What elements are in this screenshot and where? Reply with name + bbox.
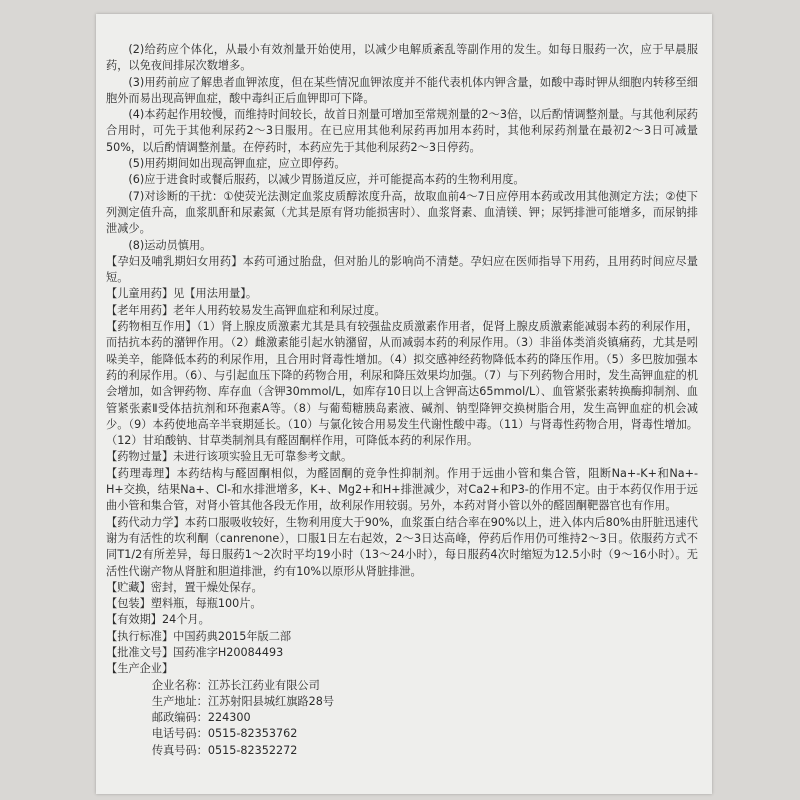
section-label: 【包装】: [106, 597, 151, 611]
section-package: [106, 596, 698, 612]
section-toxicology: [106, 466, 698, 515]
section-text: 本药口服吸收较好，生物利用度大于90%，血浆蛋白结合率在90%以上，进入体内后80%由肝脏迅速代谢为有活性的坎利酮（canrenone），口服1日左右起效，2～3日达高峰，停药后作用仍可维持2～3日。依服药方式不同T1/2有所差异，每日服药1～2次时平均19小时（13～24小时），每日服药4次时缩短为12.5小时（9～16小时）。无活性代谢产物从肾脏和胆道排泄，约有10%以原形从肾脏排泄。: [106, 515, 698, 578]
section-text: 本药结构与醛固酮相似，为醛固酮的竞争性抑制剂。作用于远曲小管和集合管，阻断Na+-K+和Na+-H+交换，结果Na+、Cl-和水排泄增多，K+、Mg2+和H+排泄减少，对Ca2+和P3-的作用不定。由于本药仅作用于远曲小管和集合管，对肾小管其他各段无作用，故利尿作用较弱。另外，本药对肾小管以外的醛固酮靶器官也有作用。: [106, 466, 698, 513]
section-pharmacokinetics: [106, 515, 698, 580]
section-label: 【批准文号】: [106, 645, 174, 659]
section-text: 国药准字H20084493: [173, 645, 284, 659]
section-text: 未进行该项实验且无可靠参考文献。: [173, 450, 353, 464]
section-label: 【药理毒理】: [106, 466, 177, 480]
section-label: 【孕妇及哺乳期妇女用药】: [106, 254, 243, 268]
paragraph: (7)对诊断的干扰：①使荧光法测定血浆皮质醇浓度升高，故取血前4～7日应停用本药或改用其他测定方法；②使下列测定值升高，血浆肌酐和尿素氮（尤其是原有肾功能损害时）、血浆肾素、血清镁、钾；尿钙排泄可能增多，而尿钠排泄减少。: [106, 189, 698, 236]
section-label: 【执行标准】: [106, 629, 174, 643]
section-text: 24个月。: [161, 613, 210, 627]
section-text: （1）肾上腺皮质激素尤其是具有较强盐皮质激素作用者，促肾上腺皮质激素能减弱本药的利尿作用，而拮抗本药的潴钾作用。（2）雌激素能引起水钠潴留，从而减弱本药的利尿作用。（3）非甾体类消炎镇痛药，尤其是吲哚美辛，能降低本药的利尿作用，且合用时肾毒性增加。（4）拟交感神经药物降低本药的降压作用。（5）多巴胺加强本药的利尿作用。（6）、与引起血压下降的药物合用，利尿和降压效果均加强。（7）与下列药物合用时，发生高钾血症的机会增加，如含钾药物、库存血（含钾30mmol/L，如库存10日以上含钾高达65mmol/L）、血管紧张素转换酶抑制剂、血管紧张素Ⅱ受体拮抗剂和环孢素A等。（8）与葡萄糖胰岛素液、碱剂、钠型降钾交换树脂合用，发生高钾血症的机会减少。（9）本药使地高辛半衰期延长。（10）与氯化铵合用易发生代谢性酸中毒。（11）与肾毒性药物合用，肾毒性增加。（12）甘珀酸钠、甘草类制剂具有醛固酮样作用，可降低本药的利尿作用。: [106, 320, 698, 448]
section-approval: [106, 645, 698, 661]
section-manufacturer: [106, 661, 698, 677]
manufacturer-fax: 传真号码：0515-82352272: [151, 743, 298, 757]
package-insert-sheet: [96, 14, 712, 794]
paragraph: (6)应于进食时或餐后服药，以减少胃肠道反应，并可能提高本药的生物利用度。: [128, 173, 525, 187]
section-standard: [106, 629, 698, 645]
section-text: 密封，置干燥处保存。: [150, 580, 263, 594]
manufacturer-name: 企业名称：江苏长江药业有限公司: [151, 678, 320, 692]
section-label: 【生产企业】: [106, 662, 174, 676]
section-label: 【药代动力学】: [106, 515, 185, 529]
section-label: 【老年用药】: [106, 303, 174, 317]
manufacturer-phone: 电话号码：0515-82353762: [151, 727, 298, 741]
insert-content: [106, 42, 698, 759]
manufacturer-address: 生产地址：江苏射阳县城红旗路28号: [151, 694, 335, 708]
section-label: 【药物过量】: [106, 450, 174, 464]
paragraph: (5)用药期间如出现高钾血症，应立即停药。: [128, 157, 346, 171]
section-label: 【儿童用药】: [106, 287, 174, 301]
paragraph: (4)本药起作用较慢，而维持时间较长，故首日剂量可增加至常规剂量的2～3倍，以后酌情调整剂量。与其他利尿药合用时，可先于其他利尿药2～3日服用。在已应用其他利尿药再加用本药时，其他利尿药剂量在最初2～3日可减量50%，以后酌情调整剂量。在停药时，本药应先于其他利尿药2～3日停药。: [106, 108, 698, 154]
section-overdose: [106, 449, 698, 465]
manufacturer-postcode: 邮政编码：224300: [151, 711, 251, 725]
section-validity: [106, 612, 698, 628]
paragraph: (3)用药前应了解患者血钾浓度，但在某些情况血钾浓度并不能代表机体内钾含量，如酸中毒时钾从细胞内转移至细胞外而易出现高钾血症，酸中毒纠正后血钾即可下降。: [106, 75, 698, 105]
section-children: [106, 286, 698, 302]
section-text: 老年人用药较易发生高钾血症和利尿过度。: [173, 303, 386, 317]
section-text: 见【用法用量】。: [173, 287, 258, 301]
section-label: 【有效期】: [106, 613, 162, 627]
section-text: 塑料瓶，每瓶100片。: [150, 597, 262, 611]
section-text: 本药可通过胎盘，但对胎儿的影响尚不清楚。孕妇应在医师指导下用药，且用药时间应尽量短。: [106, 254, 698, 285]
section-text: 中国药典2015年版二部: [173, 629, 292, 643]
section-pregnancy: [106, 254, 698, 287]
section-elderly: [106, 303, 698, 319]
section-label: 【贮藏】: [106, 580, 151, 594]
section-interactions: [106, 319, 698, 449]
section-label: 【药物相互作用】: [106, 320, 197, 334]
paragraph: (2)给药应个体化，从最小有效剂量开始使用，以减少电解质紊乱等副作用的发生。如每日服药一次，应于早晨服药，以免夜间排尿次数增多。: [106, 43, 698, 73]
section-storage: [106, 580, 698, 596]
paragraph: (8)运动员慎用。: [128, 238, 212, 252]
